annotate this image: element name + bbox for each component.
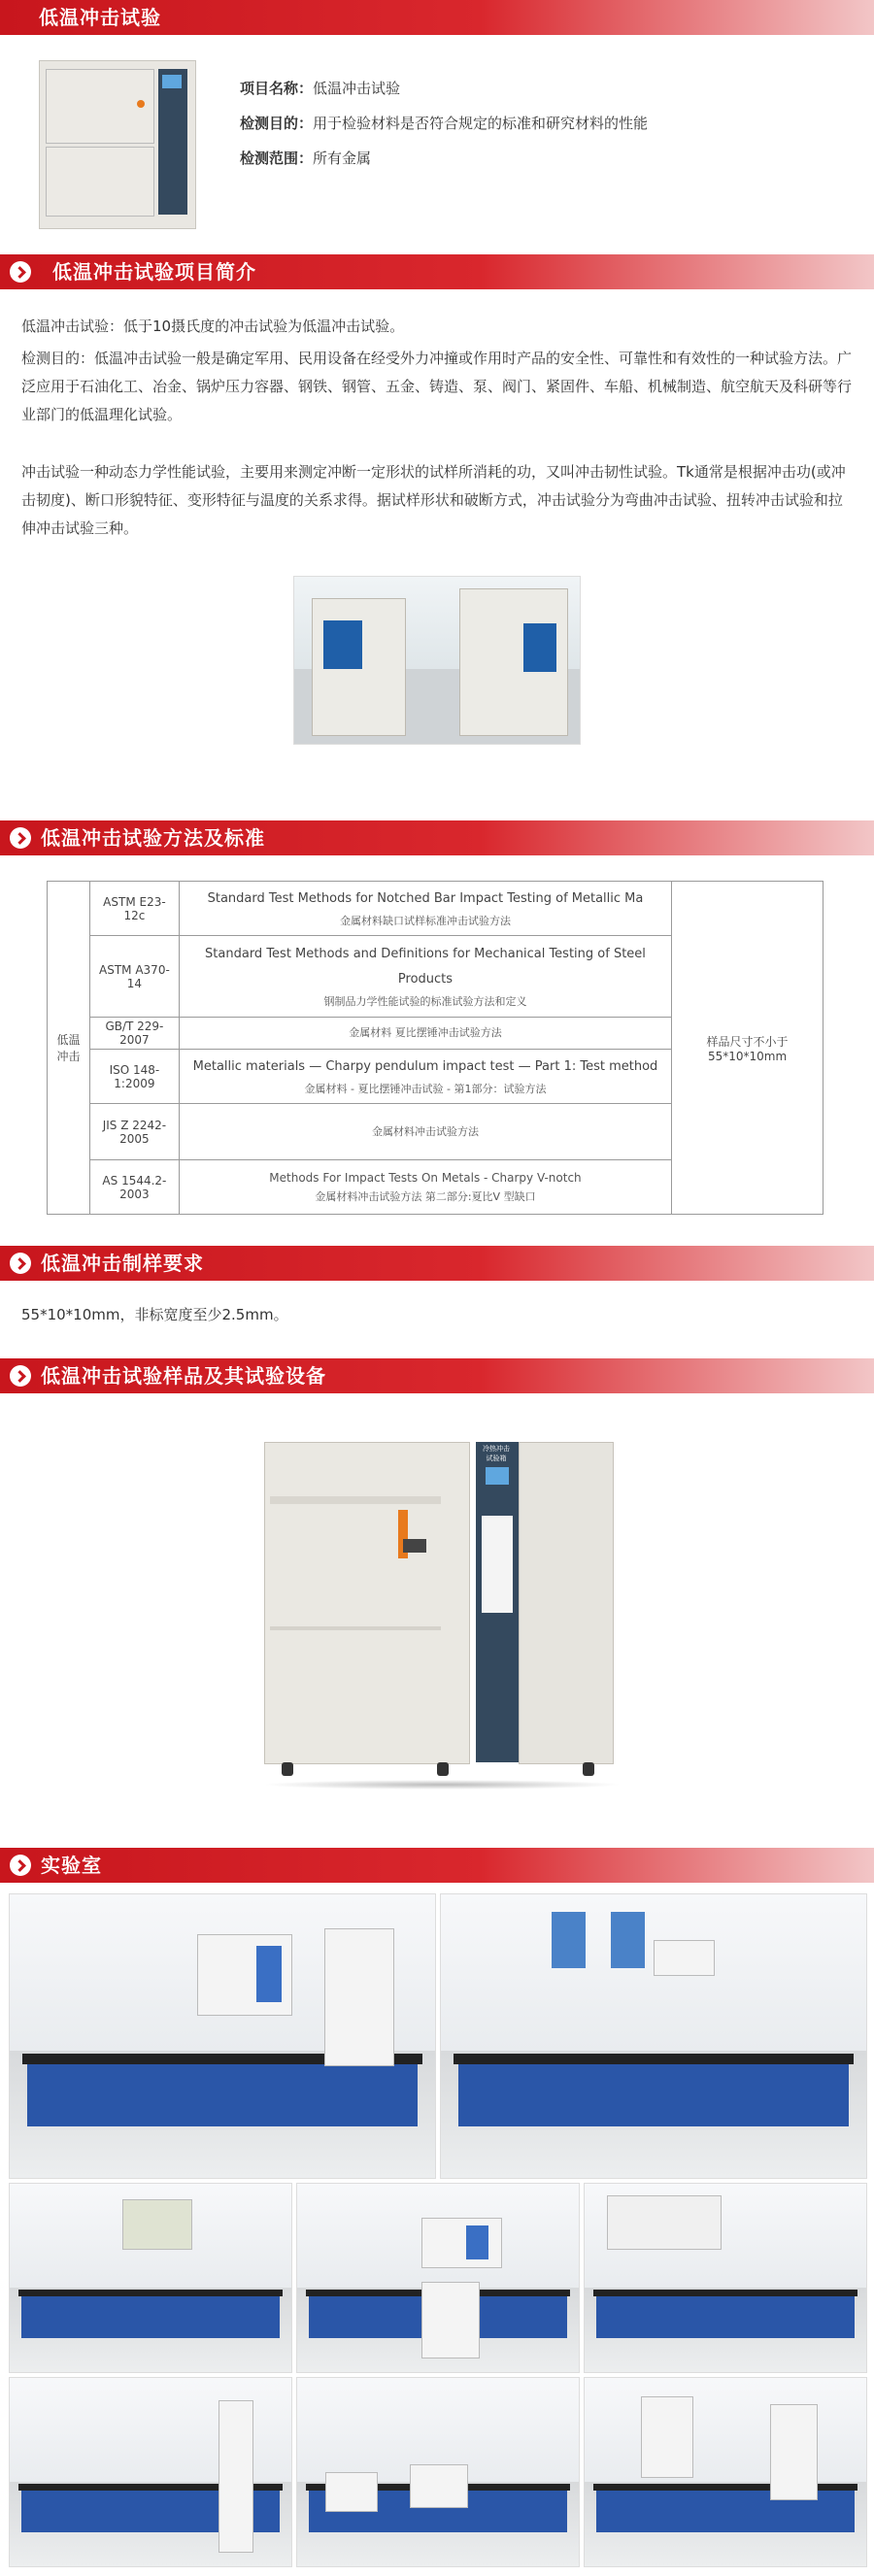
standard-code: ISO 148-1:2009: [89, 1050, 179, 1104]
section-header-standards: [0, 820, 874, 855]
chevron-right-icon: [10, 1365, 31, 1387]
standard-title-cn: 金属材料 夏比摆锤冲击试验方法: [349, 1026, 502, 1039]
info-scope-label: 检测范围：: [240, 150, 314, 167]
section-title: 低温冲击试验方法及标准: [41, 826, 265, 850]
info-name: [240, 78, 400, 98]
standard-title: [179, 1050, 671, 1104]
info-purpose: [240, 113, 648, 133]
section-title: 低温冲击制样要求: [41, 1252, 204, 1275]
lab-photo-4: [296, 2183, 580, 2373]
standard-title-cn: 金属材料冲击试验方法 第二部分:夏比V 型缺口: [315, 1189, 536, 1203]
standard-title-en: Standard Test Methods for Notched Bar Impact Testing of Metallic Ma: [207, 890, 644, 906]
section-title: 低温冲击试验项目简介: [52, 260, 256, 284]
lab-photo-1: [9, 1893, 436, 2179]
lab-photo-8: [584, 2377, 867, 2567]
standard-title: [179, 1018, 671, 1050]
lab-photo-2: [440, 1893, 867, 2179]
section-title: 低温冲击试验: [39, 6, 161, 29]
intro-paragraph-1: 低温冲击试验：低于10摄氏度的冲击试验为低温冲击试验。: [21, 318, 405, 335]
section-header-intro: [0, 254, 874, 289]
chevron-right-icon: [10, 1253, 31, 1274]
standard-title-cn: 钢制品力学性能试验的标准试验方法和定义: [323, 994, 527, 1008]
intro-paragraph-3: 冲击试验一种动态力学性能试验，主要用来测定冲断一定形状的试样所消耗的功，又叫冲击韧性试验。Tk通常是根据冲击功(或冲击韧度)、断口形貌特征、变形特征与温度的关系求得。据试样形状和破断方式，冲击试验分为弯曲冲击试验、扭转冲击试验和拉伸冲击试验三种。: [21, 463, 846, 537]
chevron-right-icon: [10, 827, 31, 849]
sample-requirement: 55*10*10mm，非标宽度至少2.5mm。: [21, 1306, 288, 1323]
standard-title-en: Methods For Impact Tests On Metals - Charpy V-notch: [269, 1170, 582, 1185]
standard-title-en: Metallic materials — Charpy pendulum impact test — Part 1: Test method: [192, 1058, 658, 1074]
chevron-right-icon: [10, 261, 31, 283]
sample-note-cell: 样品尺寸不小于55*10*10mm: [672, 882, 824, 1215]
standard-code: ASTM E23-12c: [89, 882, 179, 936]
standard-title: [179, 1160, 671, 1215]
section-header-overview: [0, 0, 874, 35]
section-header-equipment: [0, 1358, 874, 1393]
standard-code: ASTM A370-14: [89, 936, 179, 1018]
standard-title-cn: 金属材料缺口试样标准冲击试验方法: [339, 914, 511, 927]
intro-photo-chambers: [293, 576, 581, 745]
standard-code: AS 1544.2-2003: [89, 1160, 179, 1215]
standard-title-en: Standard Test Methods and Definitions for Mechanical Testing of Steel Products: [205, 946, 646, 987]
standard-code: JIS Z 2242-2005: [89, 1104, 179, 1160]
section-header-lab: [0, 1848, 874, 1883]
standard-title: [179, 1104, 671, 1160]
equipment-label: 冷热冲击试验箱: [483, 1445, 510, 1462]
section-title: 低温冲击试验样品及其试验设备: [41, 1364, 326, 1388]
product-thumbnail: [39, 60, 196, 229]
section-header-sample: [0, 1246, 874, 1281]
lab-photo-3: [9, 2183, 292, 2373]
chevron-right-icon: [10, 1855, 31, 1876]
info-purpose-value: 用于检验材料是否符合规定的标准和研究材料的性能: [313, 115, 649, 132]
standards-table: [47, 881, 824, 1215]
info-scope-value: 所有金属: [313, 150, 372, 167]
table-row: [48, 882, 824, 936]
equipment-photo: [262, 1432, 622, 1801]
standard-title: [179, 936, 671, 1018]
info-name-value: 低温冲击试验: [313, 80, 401, 97]
standard-title: [179, 882, 671, 936]
lab-photo-6: [9, 2377, 292, 2567]
standard-title-cn: 金属材料 - 夏比摆锤冲击试验 - 第1部分：试验方法: [304, 1082, 547, 1095]
standard-code: GB/T 229-2007: [89, 1018, 179, 1050]
lab-photo-7: [296, 2377, 580, 2567]
lab-photo-5: [584, 2183, 867, 2373]
item-cell: 低温冲击: [48, 882, 90, 1215]
section-title: 实验室: [41, 1854, 102, 1877]
info-scope: [240, 148, 371, 168]
info-purpose-label: 检测目的：: [240, 115, 314, 132]
intro-paragraph-2: 检测目的：低温冲击试验一般是确定军用、民用设备在经受外力冲撞或作用时产品的安全性、可靠性和有效性的一种试验方法。广泛应用于石油化工、冶金、锅炉压力容器、钢铁、钢管、五金、铸造、泵、阀门、紧固件、车船、机械制造、航空航天及科研等行业部门的低温理化试验。: [21, 350, 853, 423]
standard-title-cn: 金属材料冲击试验方法: [371, 1124, 479, 1138]
info-name-label: 项目名称：: [240, 80, 314, 97]
